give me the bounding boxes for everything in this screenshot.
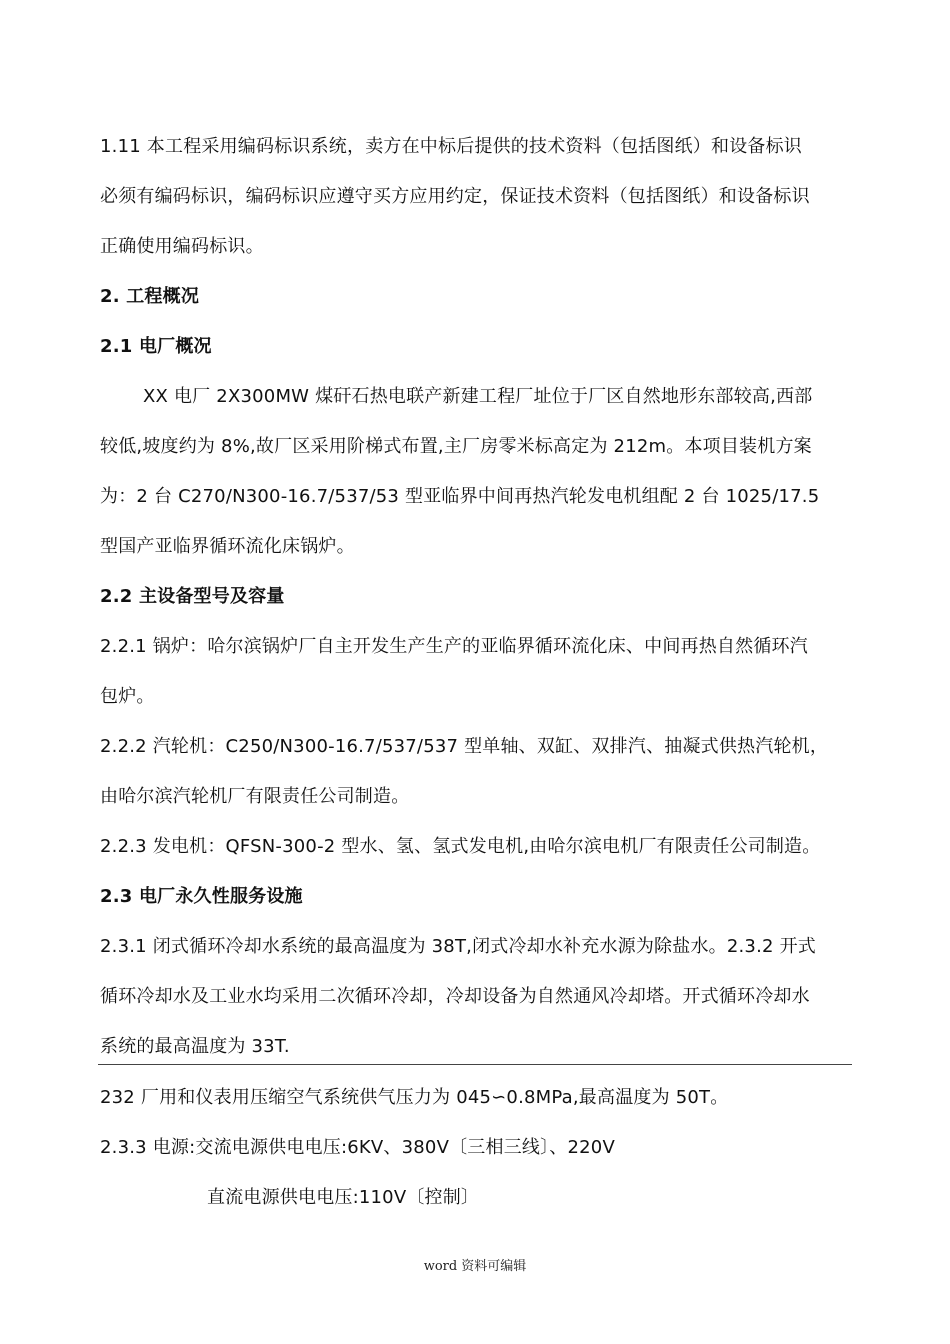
page-footer: word 资料可编辑	[423, 1259, 527, 1274]
paragraph-2-1-line-3: 为：2 台 C270/N300-16.7/537/53 型亚临界中间再热汽轮发电机组配 2 台 1025/17.5	[100, 486, 820, 507]
paragraph-2-2-1-line-1: 2.2.1 锅炉：哈尔滨锅炉厂自主开发生产生产的亚临界循环流化床、中间再热自然循环汽	[100, 636, 808, 657]
section-heading-2-1: 2.1 电厂概况	[100, 336, 212, 357]
horizontal-divider	[98, 1064, 852, 1065]
paragraph-1-11-line-1: 1.11 本工程采用编码标识系统，卖方在中标后提供的技术资料（包括图纸）和设备标识	[100, 136, 802, 157]
paragraph-2-3-1-line-3: 系统的最高温度为 33T.	[100, 1036, 290, 1057]
paragraph-2-2-2-line-2: 由哈尔滨汽轮机厂有限责任公司制造。	[100, 786, 410, 807]
paragraph-2-3-1-line-1: 2.3.1 闭式循环冷却水系统的最高温度为 38T,闭式冷却水补充水源为除盐水。2.3.2 开式	[100, 936, 816, 957]
paragraph-2-3-3-line-2: 直流电源供电电压:110V〔控制〕	[207, 1187, 480, 1208]
section-heading-2: 2. 工程概况	[100, 286, 200, 307]
section-heading-2-2: 2.2 主设备型号及容量	[100, 586, 285, 607]
paragraph-2-3-1-line-2: 循环冷却水及工业水均采用二次循环冷却，冷却设备为自然通风冷却塔。开式循环冷却水	[100, 986, 810, 1007]
paragraph-1-11-line-2: 必须有编码标识，编码标识应遵守买方应用约定，保证技术资料（包括图纸）和设备标识	[100, 186, 810, 207]
paragraph-1-11-line-3: 正确使用编码标识。	[100, 236, 264, 257]
paragraph-2-3-2: 232 厂用和仪表用压缩空气系统供气压力为 045∽0.8MPa,最高温度为 50T。	[100, 1087, 729, 1108]
paragraph-2-3-3-line-1: 2.3.3 电源:交流电源供电电压:6KV、380V〔三相三线〕、220V	[100, 1137, 615, 1158]
paragraph-2-1-line-4: 型国产亚临界循环流化床锅炉。	[100, 536, 355, 557]
paragraph-2-2-3: 2.2.3 发电机：QFSN-300-2 型水、氢、氢式发电机,由哈尔滨电机厂有限责任公司制造。	[100, 836, 821, 857]
paragraph-2-2-1-line-2: 包炉。	[100, 686, 155, 707]
paragraph-2-1-line-1: XX 电厂 2X300MW 煤矸石热电联产新建工程厂址位于厂区自然地形东部较高,西部	[143, 386, 813, 407]
paragraph-2-2-2-line-1: 2.2.2 汽轮机：C250/N300-16.7/537/537 型单轴、双缸、双排汽、抽凝式供热汽轮机，	[100, 736, 829, 757]
paragraph-2-1-line-2: 较低,坡度约为 8%,故厂区采用阶梯式布置,主厂房零米标高定为 212m。本项目装机方案	[100, 436, 812, 457]
section-heading-2-3: 2.3 电厂永久性服务设施	[100, 886, 303, 907]
